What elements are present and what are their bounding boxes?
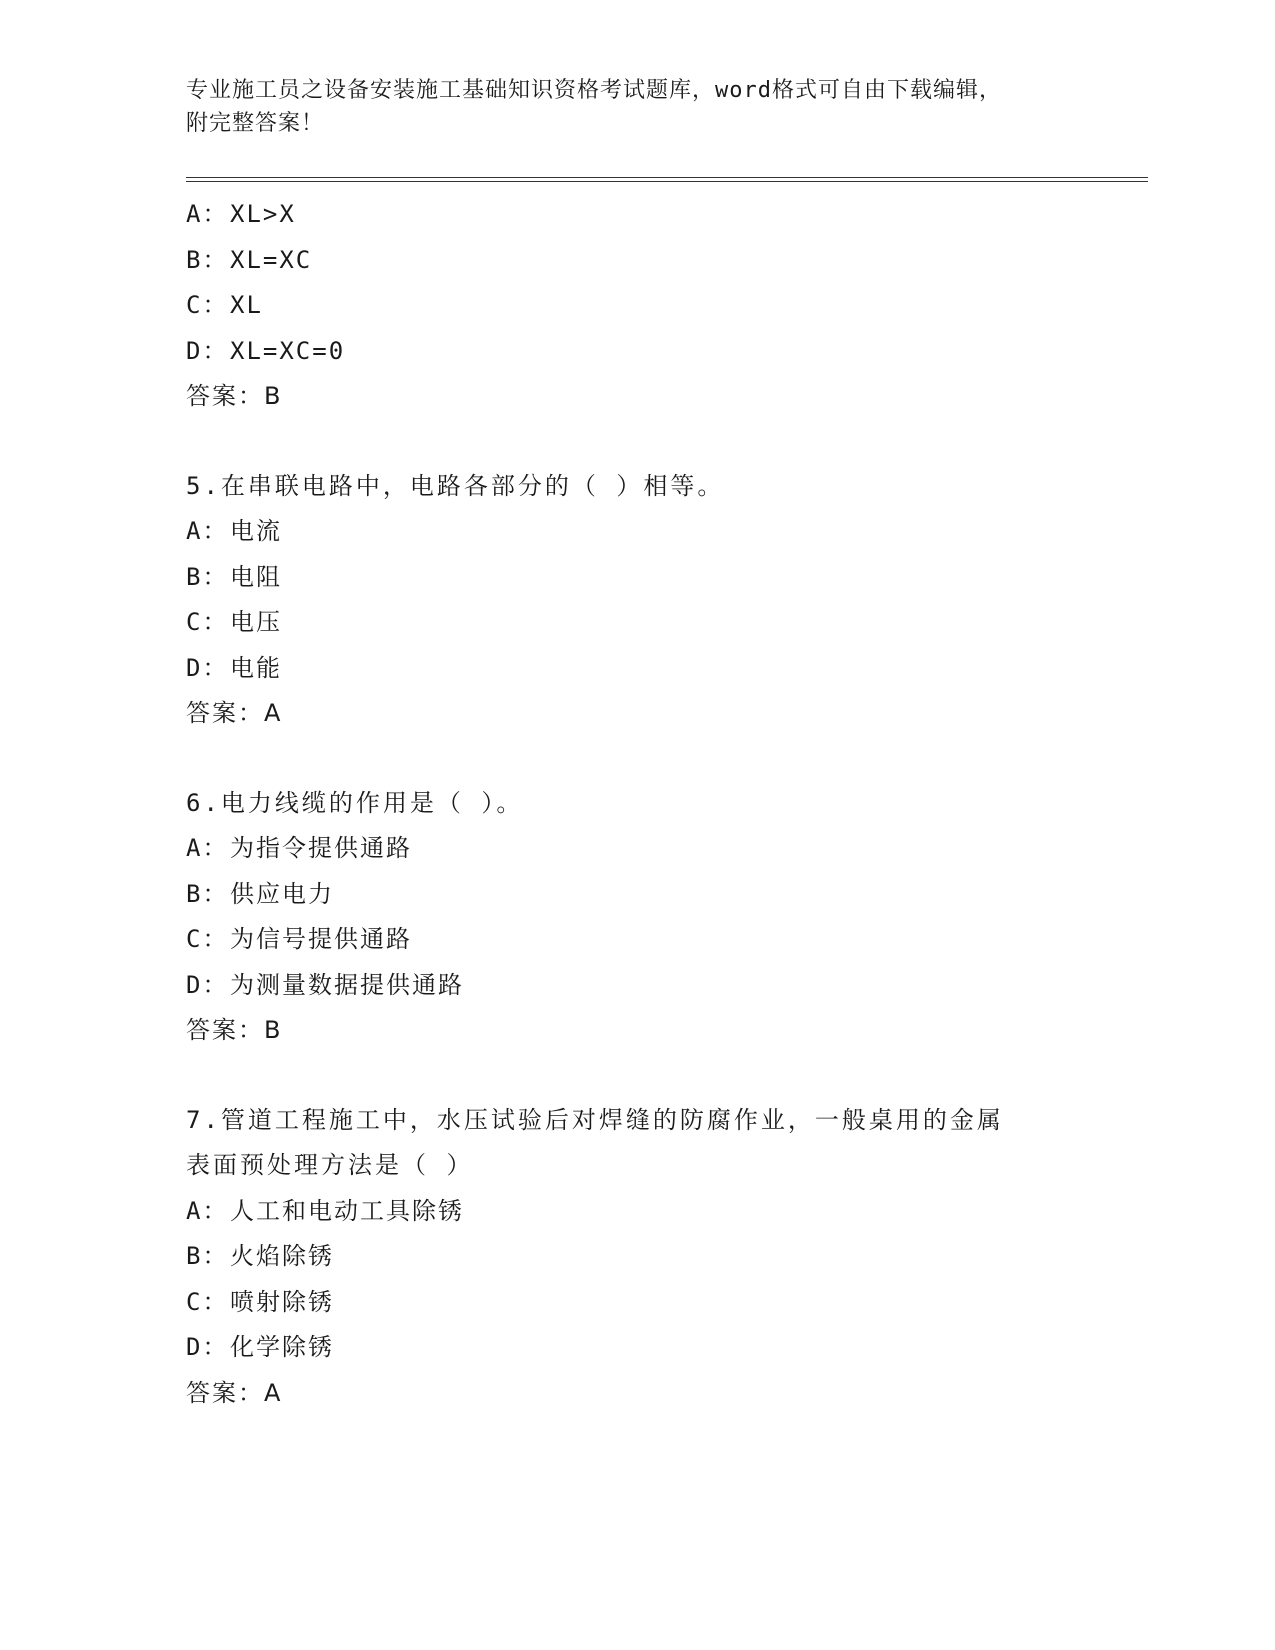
answer: 答案：A <box>186 699 283 727</box>
option-b: B：电阻 <box>186 562 282 591</box>
option-b: B：火焰除锈 <box>186 1242 334 1270</box>
header-line-1: 专业施工员之设备安装施工基础知识资格考试题库，word格式可自由下载编辑， <box>186 78 1002 103</box>
header-line-2: 附完整答案！ <box>186 111 325 136</box>
option-b: B：XL=XC <box>186 245 313 274</box>
option-a: A：人工和电动工具除锈 <box>186 1196 464 1225</box>
question-6 <box>186 781 1086 1054</box>
option-c: C：XL <box>186 291 263 319</box>
option-d: D：为测量数据提供通路 <box>186 970 464 999</box>
question-text: 6.电力线缆的作用是（ ）。 <box>186 788 524 817</box>
spacer <box>186 737 1086 781</box>
option-c: C：为信号提供通路 <box>186 925 412 953</box>
option-d: D：电能 <box>186 653 282 682</box>
question-list <box>186 192 1086 1416</box>
answer: 答案：B <box>186 382 283 410</box>
answer: 答案：B <box>186 1016 283 1044</box>
option-b: B：供应电力 <box>186 879 334 908</box>
question-7 <box>186 1098 1086 1417</box>
option-d: D：XL=XC=0 <box>186 336 346 365</box>
question-text-line-1: 7.管道工程施工中，水压试验后对焊缝的防腐作业，一般桌用的金属 <box>186 1105 1004 1134</box>
spacer <box>186 420 1086 464</box>
question-5 <box>186 464 1086 737</box>
option-a: A：电流 <box>186 517 282 545</box>
option-a: A：为指令提供通路 <box>186 834 412 862</box>
header-divider <box>186 177 1148 182</box>
spacer <box>186 1054 1086 1098</box>
option-c: C：喷射除锈 <box>186 1287 334 1316</box>
option-a: A：XL>X <box>186 200 296 228</box>
option-c: C：电压 <box>186 608 282 636</box>
question-text-line-2: 表面预处理方法是（ ） <box>186 1151 474 1179</box>
document-header <box>186 74 1086 140</box>
question-4 <box>186 192 1086 420</box>
question-text: 5.在串联电路中，电路各部分的（ ）相等。 <box>186 471 725 500</box>
answer: 答案：A <box>186 1378 283 1407</box>
option-d: D：化学除锈 <box>186 1333 334 1361</box>
